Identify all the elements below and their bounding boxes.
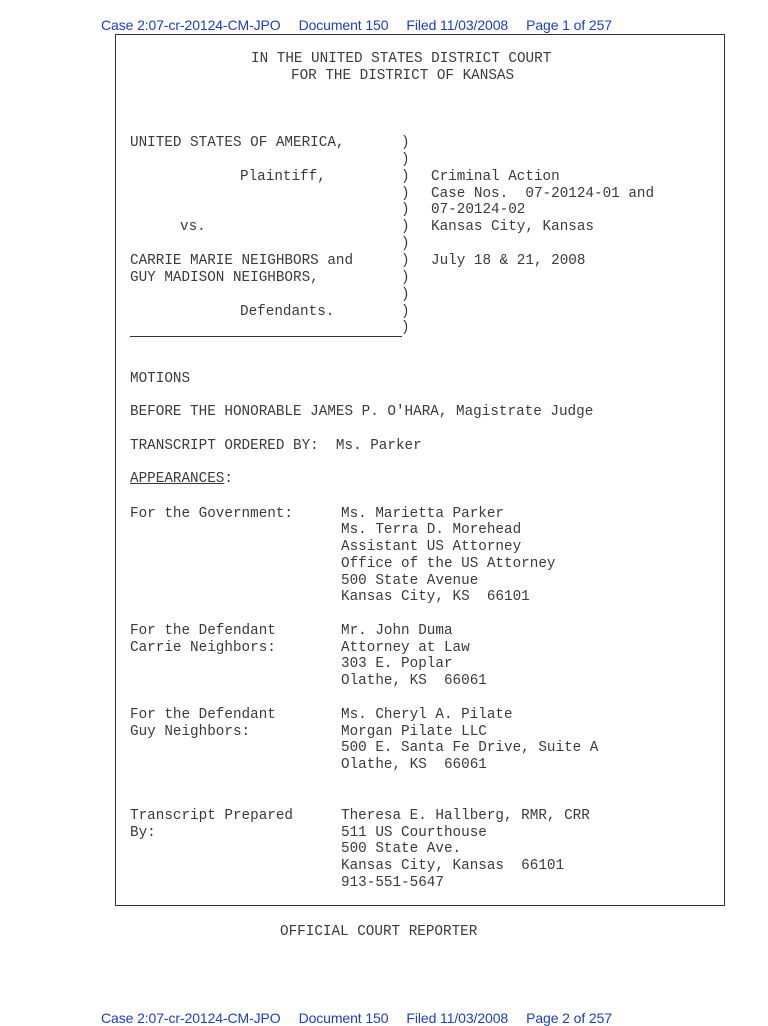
caption-paren: )	[401, 169, 410, 185]
caption-paren: )	[401, 186, 410, 202]
caption-paren: )	[401, 304, 410, 320]
defendant-carrie-line: 303 E. Poplar	[341, 656, 453, 672]
caption-plaintiff: Plaintiff,	[240, 169, 326, 185]
caption-paren: )	[401, 219, 410, 235]
defendant-guy-line: 500 E. Santa Fe Drive, Suite A	[341, 740, 599, 756]
caption-paren: )	[401, 320, 410, 336]
defendant-carrie-line: Attorney at Law	[341, 640, 470, 656]
reporter-line: 913-551-5647	[341, 875, 444, 891]
government-line: Office of the US Attorney	[341, 556, 556, 572]
filed-date: Filed 11/03/2008	[406, 17, 509, 33]
appearances-label: APPEARANCES	[130, 471, 225, 487]
reporter-line: 500 State Ave.	[341, 841, 462, 857]
defendant-carrie-line: Olathe, KS 66061	[341, 673, 487, 689]
caption-paren: )	[401, 236, 410, 252]
government-line: Assistant US Attorney	[341, 539, 522, 555]
caption-paren: )	[401, 270, 410, 286]
government-line: Kansas City, KS 66101	[341, 589, 530, 605]
transcript-ordered-by: TRANSCRIPT ORDERED BY: Ms. Parker	[130, 438, 422, 454]
government-label: For the Government:	[130, 506, 294, 522]
reporter-line: Kansas City, Kansas 66101	[341, 858, 565, 874]
defendant-guy-label: For the Defendant	[130, 707, 276, 723]
defendant-guy-line: Olathe, KS 66061	[341, 757, 487, 773]
caption-defendants-line1: CARRIE MARIE NEIGHBORS and	[130, 253, 354, 269]
case-location: Kansas City, Kansas	[431, 219, 595, 235]
caption-vs: vs.	[180, 219, 206, 235]
reporter-line: Theresa E. Hallberg, RMR, CRR	[341, 808, 590, 824]
court-title-line1: IN THE UNITED STATES DISTRICT COURT	[251, 51, 552, 67]
proceeding-type: MOTIONS	[130, 371, 191, 387]
defendant-guy-label: Guy Neighbors:	[130, 724, 251, 740]
caption-defendants-line2: GUY MADISON NEIGHBORS,	[130, 270, 319, 286]
page-number: Page 1 of 257	[526, 17, 612, 33]
case-number: Case 2:07-cr-20124-CM-JPO	[101, 17, 281, 33]
filed-date: Filed 11/03/2008	[406, 1010, 509, 1026]
appearances-heading	[130, 471, 233, 488]
case-numbers-cont: 07-20124-02	[431, 202, 526, 218]
government-line: Ms. Marietta Parker	[341, 506, 505, 522]
caption-paren: )	[401, 253, 410, 269]
caption-defendants-label: Defendants.	[240, 304, 335, 320]
document-number: Document 150	[298, 1010, 389, 1026]
caption-paren: )	[401, 202, 410, 218]
court-title-line2: FOR THE DISTRICT OF KANSAS	[291, 68, 515, 84]
reporter-line: 511 US Courthouse	[341, 825, 487, 841]
document-number: Document 150	[298, 17, 389, 33]
hearing-date: July 18 & 21, 2008	[431, 253, 586, 269]
caption-paren: )	[401, 152, 410, 168]
appearances-colon: :	[224, 471, 233, 487]
defendant-guy-line: Ms. Cheryl A. Pilate	[341, 707, 513, 723]
caption-underline	[130, 336, 402, 337]
defendant-carrie-label: For the Defendant	[130, 623, 276, 639]
caption-paren: )	[401, 287, 410, 303]
defendant-carrie-label: Carrie Neighbors:	[130, 640, 276, 656]
reporter-label: Transcript Prepared	[130, 808, 294, 824]
page-frame	[115, 34, 725, 906]
filing-header-top	[101, 17, 612, 33]
government-line: Ms. Terra D. Morehead	[341, 522, 522, 538]
before-judge: BEFORE THE HONORABLE JAMES P. O'HARA, Magistrate Judge	[130, 404, 594, 420]
case-number: Case 2:07-cr-20124-CM-JPO	[101, 1010, 281, 1026]
page-number: Page 2 of 257	[526, 1010, 612, 1026]
defendant-guy-line: Morgan Pilate LLC	[341, 724, 487, 740]
caption-usa: UNITED STATES OF AMERICA,	[130, 135, 345, 151]
defendant-carrie-line: Mr. John Duma	[341, 623, 453, 639]
case-type: Criminal Action	[431, 169, 560, 185]
page-footer: OFFICIAL COURT REPORTER	[280, 924, 478, 940]
government-line: 500 State Avenue	[341, 573, 479, 589]
case-numbers: Case Nos. 07-20124-01 and	[431, 186, 655, 202]
reporter-label: By:	[130, 825, 156, 841]
caption-paren: )	[401, 135, 410, 151]
